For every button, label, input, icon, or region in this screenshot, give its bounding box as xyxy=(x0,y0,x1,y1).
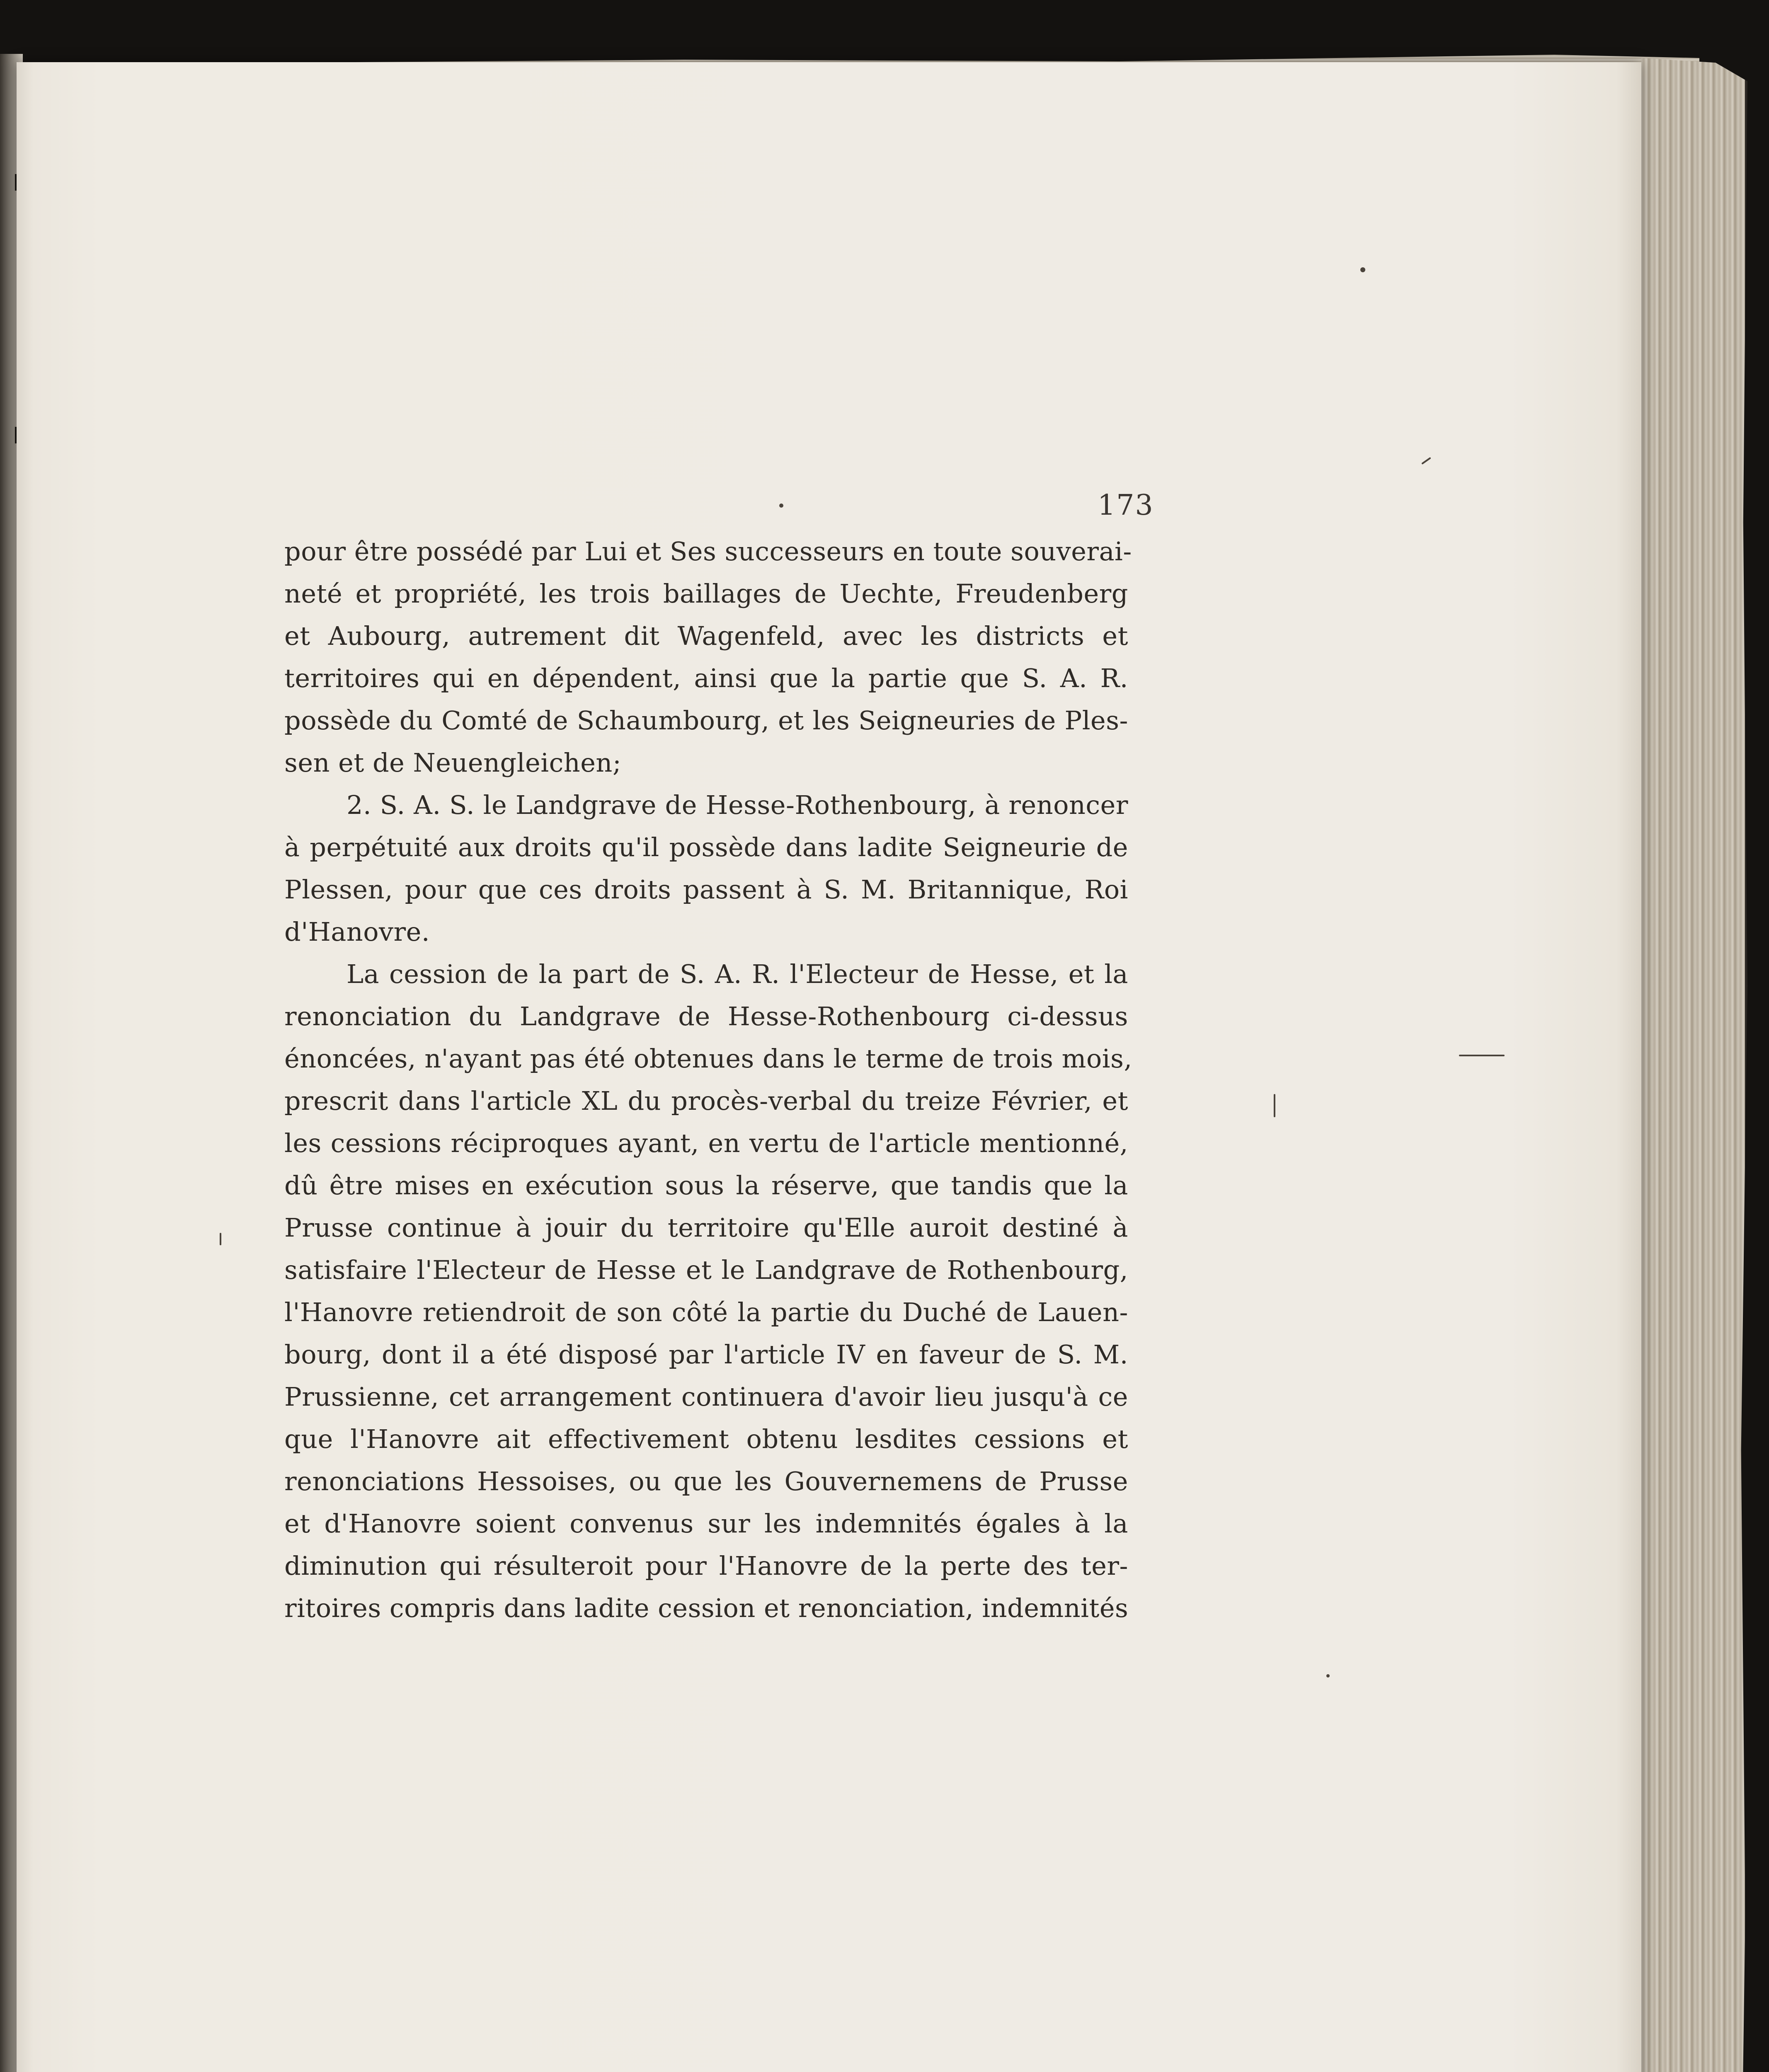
text-line: et Aubourg, autrement dit Wagenfeld, avec les districts et xyxy=(284,621,1128,651)
text-line: renonciation du Landgrave de Hesse-Rothenbourg ci-dessus xyxy=(284,1001,1128,1031)
text-line: pour être possédé par Lui et Ses successeurs en toute souverai- xyxy=(284,536,1132,566)
text-line: La cession de la part de S. A. R. l'Electeur de Hesse, et la xyxy=(347,959,1128,989)
paper-speck xyxy=(1326,1674,1330,1677)
text-line: que l'Hanovre ait effectivement obtenu lesdites cessions et xyxy=(284,1424,1128,1454)
paper-speck xyxy=(1360,267,1365,272)
text-line: à perpétuité aux droits qu'il possède dans ladite Seigneurie de xyxy=(284,832,1128,862)
text-line: bourg, dont il a été disposé par l'article IV en faveur de S. M. xyxy=(284,1339,1128,1370)
text-line: d'Hanovre. xyxy=(284,917,430,947)
text-line: énoncées, n'ayant pas été obtenues dans le terme de trois mois, xyxy=(284,1043,1132,1074)
text-line: 2. S. A. S. le Landgrave de Hesse-Rothenbourg, à renoncer xyxy=(347,790,1128,820)
page-number: 173 xyxy=(1098,489,1154,522)
text-line: ritoires compris dans ladite cession et renonciation, indemnités xyxy=(284,1593,1129,1623)
text-line: dû être mises en exécution sous la réserve, que tandis que la xyxy=(284,1170,1128,1201)
text-line: neté et propriété, les trois baillages de Uechte, Freudenberg xyxy=(284,579,1128,609)
paper-speck xyxy=(1274,1094,1275,1117)
text-line: satisfaire l'Electeur de Hesse et le Landgrave de Rothenbourg, xyxy=(284,1255,1128,1285)
text-line: possède du Comté de Schaumbourg, et les Seigneuries de Ples- xyxy=(284,705,1128,736)
paper-speck xyxy=(220,1233,221,1245)
text-line: Plessen, pour que ces droits passent à S. M. Britannique, Roi xyxy=(284,874,1128,905)
text-line: sen et de Neuengleichen; xyxy=(284,748,622,778)
page-fore-edges xyxy=(1641,58,1747,2072)
text-line: renonciations Hessoises, ou que les Gouvernemens de Prusse xyxy=(284,1466,1128,1496)
text-line: l'Hanovre retiendroit de son côté la partie du Duché de Lauen- xyxy=(284,1297,1128,1327)
body-text xyxy=(284,530,1132,1629)
text-line: diminution qui résulteroit pour l'Hanovre de la perte des ter- xyxy=(284,1551,1128,1581)
text-line: et d'Hanovre soient convenus sur les indemnités égales à la xyxy=(284,1508,1128,1539)
text-line: Prusse continue à jouir du territoire qu'Elle auroit destiné à xyxy=(284,1213,1128,1243)
text-line: prescrit dans l'article XL du procès-verbal du treize Février, et xyxy=(284,1086,1128,1116)
paper-speck xyxy=(779,503,783,508)
text-line: les cessions réciproques ayant, en vertu de l'article mentionné, xyxy=(284,1128,1128,1158)
paper-speck xyxy=(1459,1055,1505,1056)
text-line: Prussienne, cet arrangement continuera d'avoir lieu jusqu'à ce xyxy=(284,1382,1128,1412)
text-line: territoires qui en dépendent, ainsi que la partie que S. A. R. xyxy=(284,663,1128,693)
